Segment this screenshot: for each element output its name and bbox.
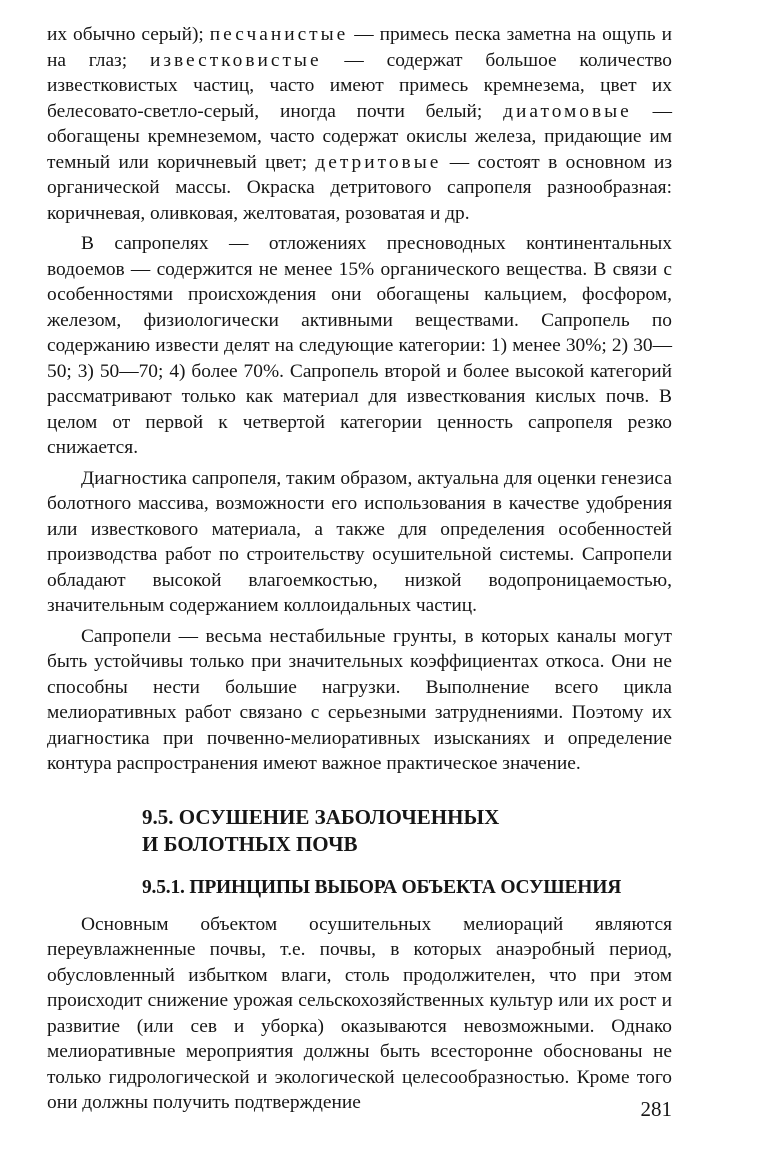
term-sandy: песчанистые [209, 24, 349, 45]
term-detrital: детритовые [315, 151, 442, 173]
text-run: их обычно серый); [47, 24, 210, 45]
page-number: 281 [640, 1097, 672, 1121]
term-diatomaceous: диатомовые [503, 100, 632, 122]
text-run: — обогащены кремнеземом, часто содержат окислы железа, придающие им темный или коричневый цвет; [47, 100, 672, 173]
subsection-heading: 9.5.1. ПРИНЦИПЫ ВЫБОРА ОБЪЕКТА ОСУШЕНИЯ [142, 876, 622, 898]
paragraph-sapropel-diagnostics: Диагностика сапропеля, таким образом, актуальна для оценки генезиса болотного массива, возможности его использования в качестве удобрения или известкового материала, а также для определения особенностей производства работ по строительству осушительной системы. Сапропели обладают высокой влагоемкостью, низкой водопроницаемостью, значительным содержанием коллоидальных частиц. [47, 467, 672, 616]
page-body [47, 22, 672, 1116]
section-heading [142, 804, 672, 858]
section-heading-line-2: И БОЛОТНЫХ ПОЧВ [142, 831, 358, 856]
text-run: — примесь песка заметна на ощупь и на глаз; [47, 24, 672, 71]
paragraph-sapropel-stability: Сапропели — весьма нестабильные грунты, в которых каналы могут быть устойчивы только при значительных коэффициентах откоса. Они не способны нести большие нагрузки. Выполнение всего цикла мелиоративных работ связано с серьезными затруднениями. Поэтому их диагностика при почвенно-мелиоративных изысканиях и определение контура распространения имеют важное практическое значение. [47, 625, 672, 774]
section-heading-line-1: 9.5. ОСУШЕНИЕ ЗАБОЛОЧЕННЫХ [142, 804, 500, 829]
paragraph-drainage-object: Основным объектом осушительных мелиораций являются переувлажненные почвы, т.е. почвы, в которых анаэробный период, обусловленный избытком влаги, столь продолжителен, что при этом происходит снижение урожая сельскохозяйственных культур или их рост и развитие (или сев и уборка) оказываются невозможными. Однако мелиоративные мероприятия должны быть всесторонне обоснованы не только гидрологической и экологической целесообразностью. Кроме того они должны получить подтверждение [47, 913, 672, 1113]
term-calcareous: известковистые [149, 49, 322, 71]
text-run: — содержат большое количество известковистых частиц, часто имеют примесь кремнезема, цвет их белесовато-светло-серый, иногда почти белый; [47, 49, 673, 122]
text-run: — состоят в основном из органической массы. Окраска детритового сапропеля разнообразная: коричневая, оливковая, желтоватая, розоватая и др. [47, 151, 673, 224]
paragraph-sapropel-types [47, 22, 672, 226]
paragraph-sapropel-composition: В сапропелях — отложениях пресноводных континентальных водоемов — содержится не менее 15% органического вещества. В связи с особенностями происхождения они обогащены кальцием, фосфором, железом, физиологически активными веществами. Сапропель по содержанию извести делят на следующие категории: 1) менее 30%; 2) 30—50; 3) 50—70; 4) более 70%. Сапропель второй и более высокой категорий рассматривают только как материал для известкования кислых почв. В целом от первой к четвертой категории ценность сапропеля резко снижается. [47, 233, 672, 458]
